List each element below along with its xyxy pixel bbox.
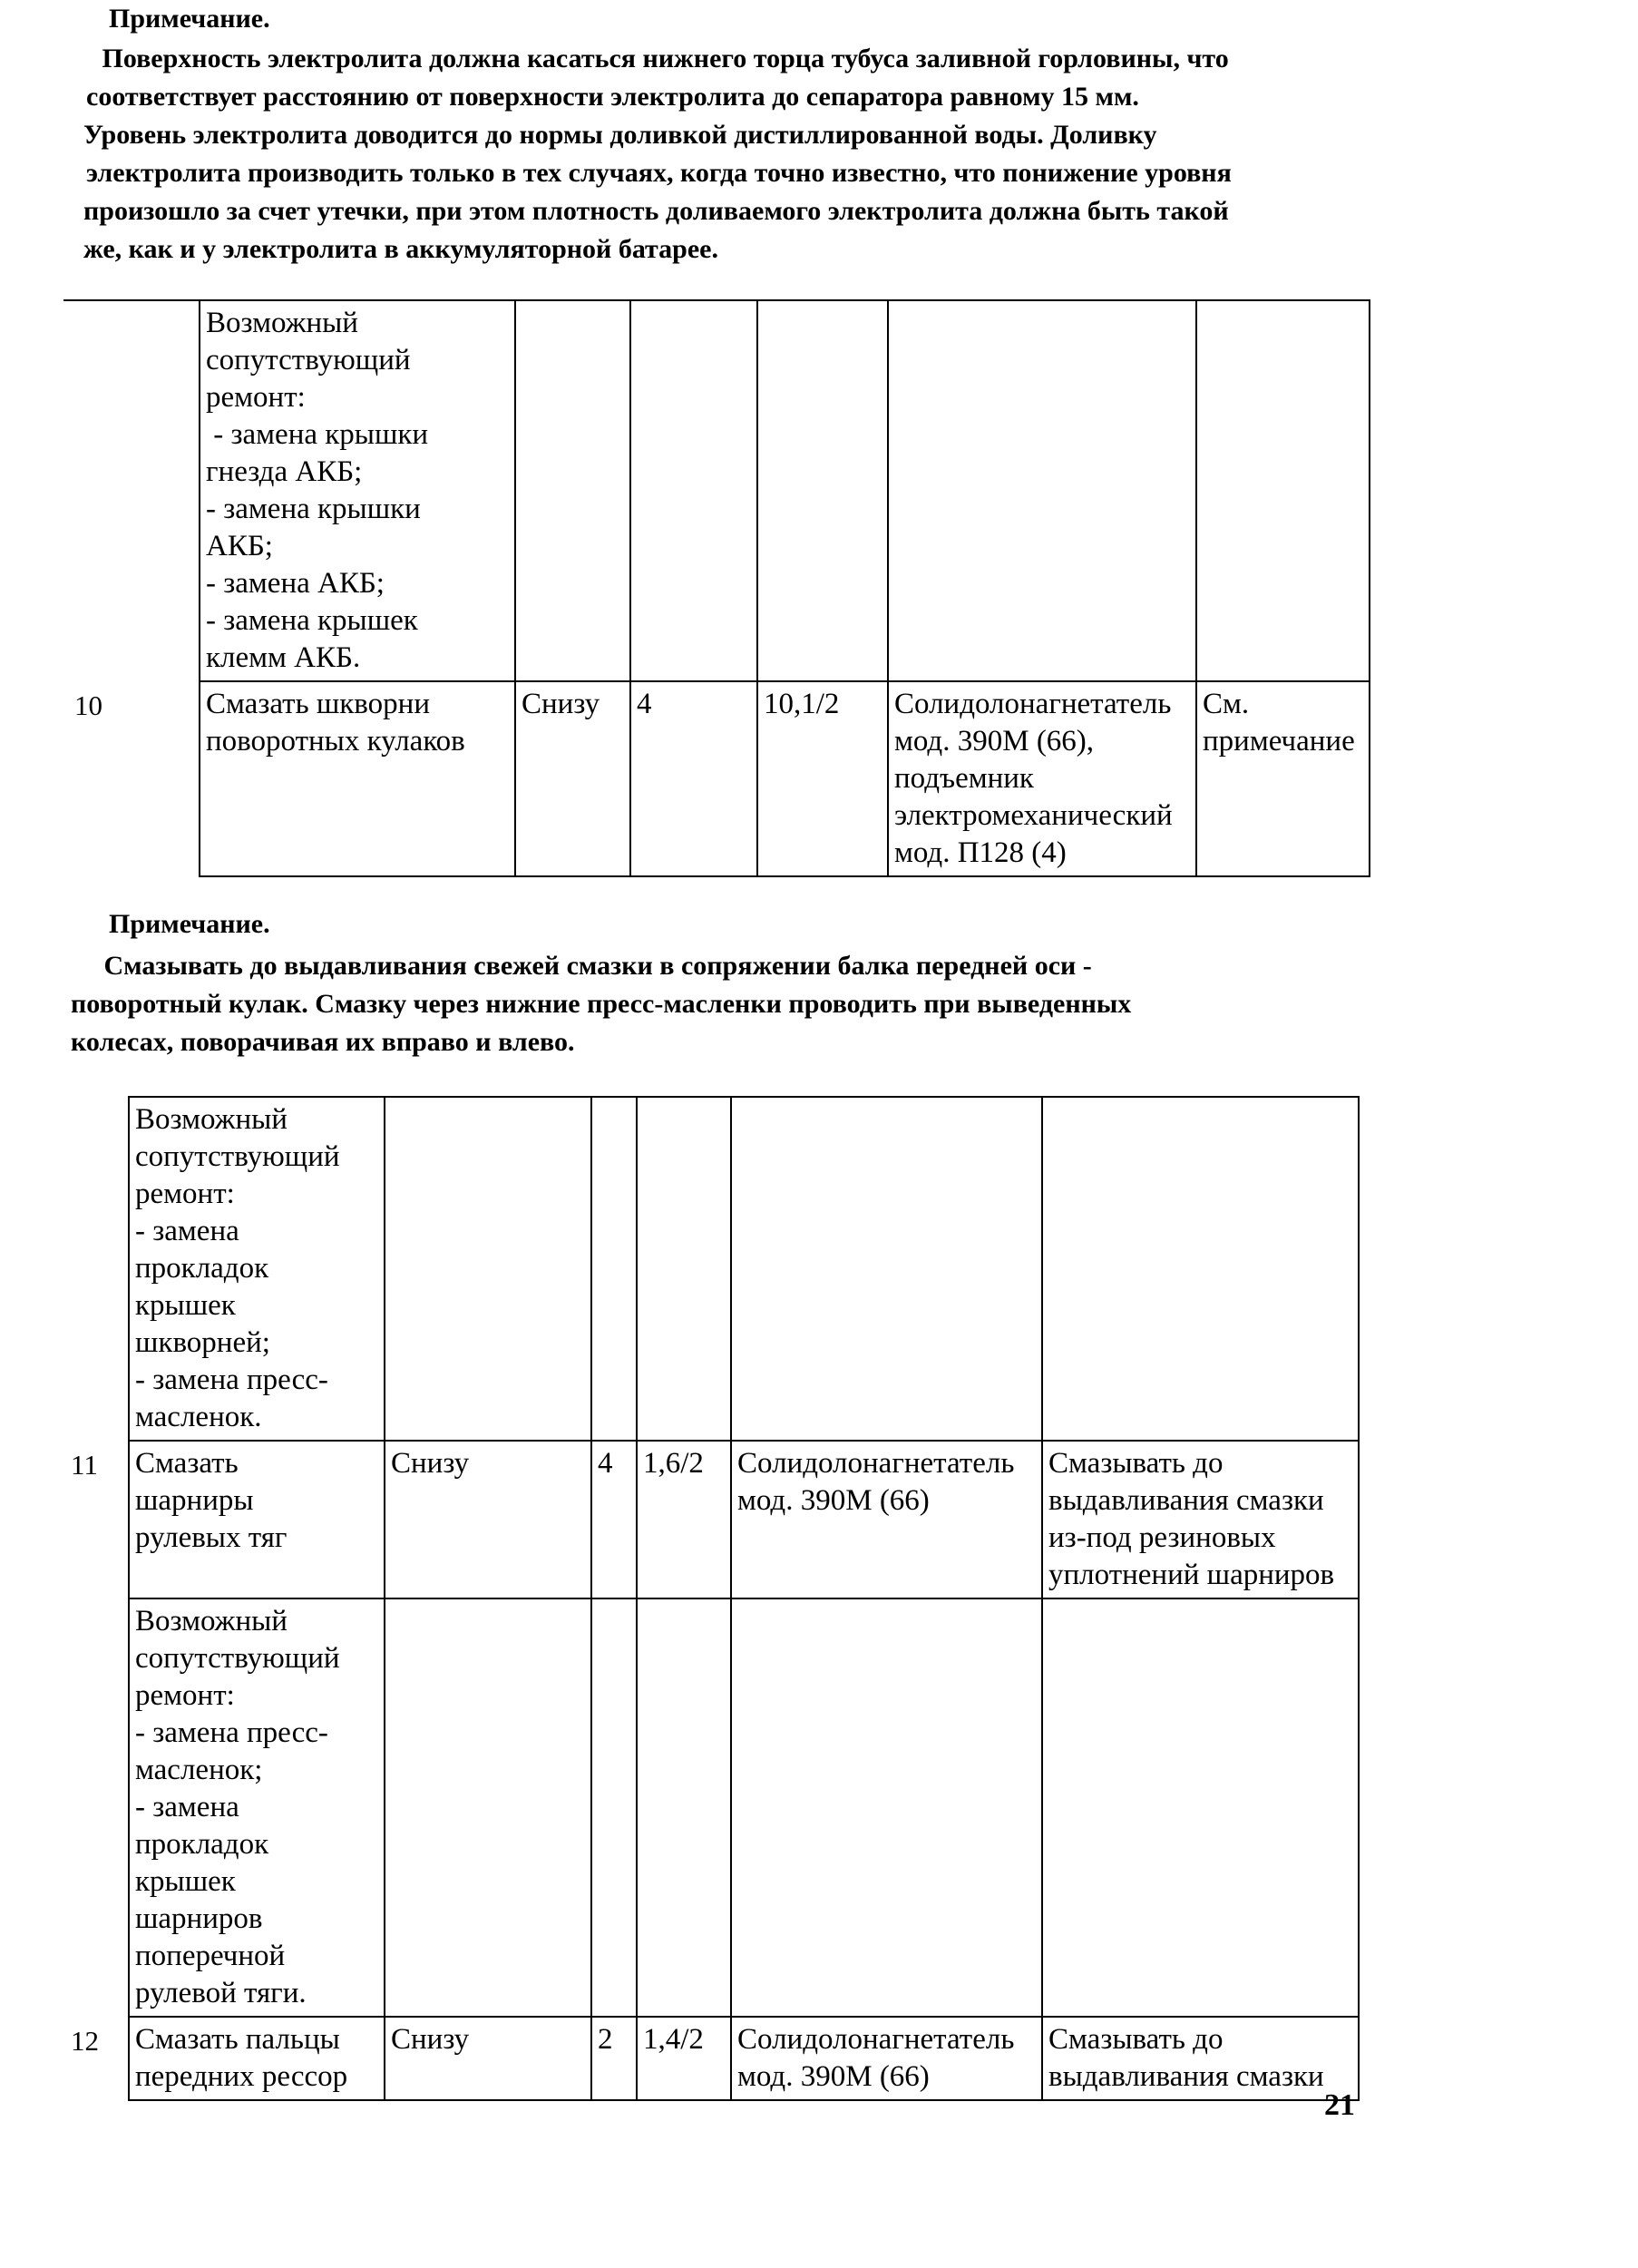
norm-cell: 1,6/2 <box>637 1441 731 1598</box>
remark-cell: Смазывать до выдавливания смазки из-под резиновых уплотнений шарниров <box>1042 1441 1359 1598</box>
norm-cell: 10,1/2 <box>757 681 888 876</box>
operation-cell: Смазать пальцы передних рессор <box>129 2017 385 2100</box>
place-cell: Снизу <box>515 681 630 876</box>
norm-cell: 1,4/2 <box>637 2017 731 2100</box>
maintenance-table-2 <box>63 1096 1360 2101</box>
note2-title: Примечание. <box>109 909 270 939</box>
note1-line: произошло за счет утечки, при этом плотность доливаемого электролита должна быть такой <box>83 196 1229 226</box>
place-cell: Снизу <box>385 1441 591 1598</box>
points-cell: 4 <box>630 681 757 876</box>
table-row <box>63 300 1370 681</box>
note1-line: Поверхность электролита должна касаться нижнего торца тубуса заливной горловины, что <box>82 44 1229 73</box>
table-row <box>63 1441 1359 1598</box>
repair-cell: Возможный сопутствующий ремонт: - замена прокладок крышек шкворней; - замена пресс- масленок. <box>129 1097 385 1441</box>
table-row <box>63 2017 1359 2100</box>
table-row <box>63 1598 1359 2017</box>
note1-line: же, как и у электролита в аккумуляторной батарее. <box>83 234 718 264</box>
note1-title: Примечание. <box>109 4 270 34</box>
maintenance-table-1 <box>63 299 1370 877</box>
note1-line: электролита производить только в тех случаях, когда точно известно, что понижение уровня <box>86 158 1232 188</box>
row-number: 10 <box>63 681 200 876</box>
repair-cell: Возможный сопутствующий ремонт: - замена пресс- масленок; - замена прокладок крышек шарниров поперечной рулевой тяги. <box>129 1598 385 2017</box>
place-cell: Снизу <box>385 2017 591 2100</box>
note1-line: Уровень электролита доводится до нормы доливкой дистиллированной воды. Доливку <box>83 120 1157 150</box>
operation-cell: Смазать шкворни поворотных кулаков <box>200 681 515 876</box>
points-cell: 2 <box>591 2017 637 2100</box>
row-number: 11 <box>63 1441 129 1598</box>
note2-line: колесах, поворачивая их вправо и влево. <box>71 1027 575 1057</box>
remark-cell: Смазывать до выдавливания смазки <box>1042 2017 1359 2100</box>
note1-line: соответствует расстоянию от поверхности электролита до сепаратора равному 15 мм. <box>86 82 1139 112</box>
repair-cell: Возможный сопутствующий ремонт: - замена крышки гнезда АКБ; - замена крышки АКБ; - замена АКБ; - замена крышек клемм АКБ. <box>200 300 515 681</box>
page-number: 21 <box>1324 2088 1355 2122</box>
note2-line: Смазывать до выдавливания свежей смазки в сопряжении балка передней оси - <box>83 951 1092 981</box>
equipment-cell: Солидолонагнетатель мод. 390М (66), подъемник электромеханический мод. П128 (4) <box>888 681 1196 876</box>
note2-line: поворотный кулак. Смазку через нижние пресс-масленки проводить при выведенных <box>71 989 1132 1019</box>
operation-cell: Смазать шарниры рулевых тяг <box>129 1441 385 1598</box>
row-number: 12 <box>63 2017 129 2100</box>
table-row <box>63 1097 1359 1441</box>
table-row <box>63 681 1370 876</box>
points-cell: 4 <box>591 1441 637 1598</box>
equipment-cell: Солидолонагнетатель мод. 390М (66) <box>731 2017 1042 2100</box>
remark-cell: См. примечание <box>1196 681 1370 876</box>
equipment-cell: Солидолонагнетатель мод. 390М (66) <box>731 1441 1042 1598</box>
